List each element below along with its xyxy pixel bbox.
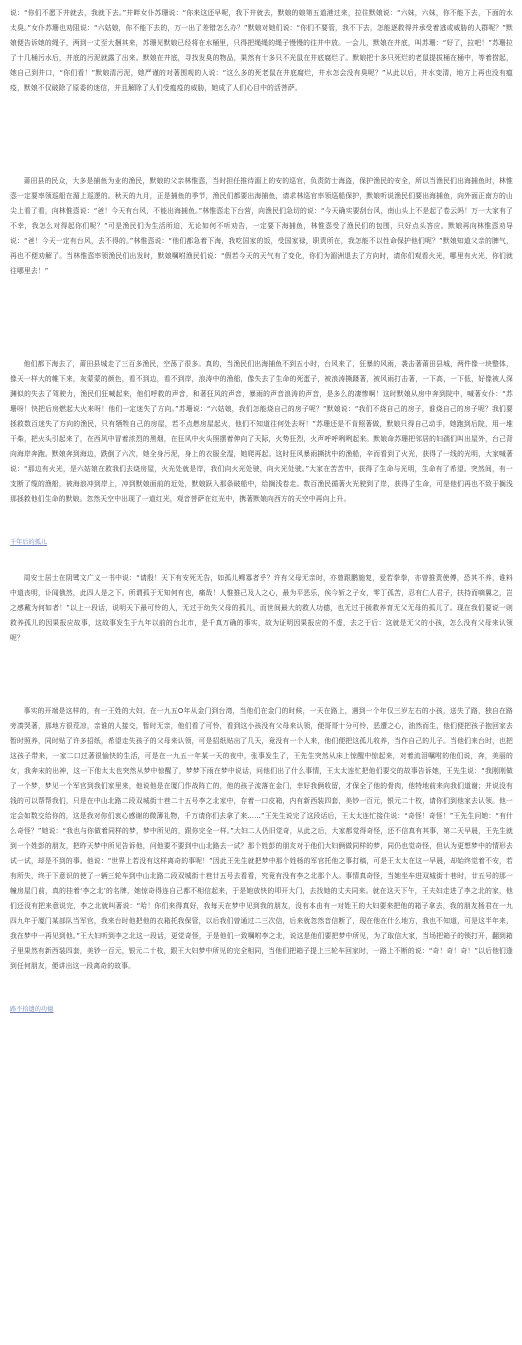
section-link[interactable]: 千年后的孤儿	[10, 539, 48, 546]
section-link-wrapper	[10, 996, 513, 1016]
article-paragraph: 他们都下海去了，莆田县城走了三百多渔民，空荡了很多。真的，当渔民们出海捕鱼不到五小时，台风来了，狂暴的风雨，袭击著莆田县城，两件像一块整体，像天一样大的帷下来，灰蒙蒙的颜色，看不到边，看不到岸，浪涛中的渔船，像失去了生命的死蛋子，被浪涛撕蹑著，被风雨打击著，一下高，一下低，好像被人深渊似的失去了驾驶力，渔民们狂喊起来，他们呼救的声音，和著狂风的声音，暴雨的声音浪涛的声音，是多么的凄惨啊！这时默娘从房中奔到院中，喊著女仆：“苏珊呀！快把后房燃起大火来呀！他们一定迷失了方向。”苏珊说：“六姑娘，我们怎能烧自己的房子呢？”默娘说：“我们不烧自己的房子，谁烧自己的房子呢？我们要拯救数百迷失了方向的渔民，只有牺牲自己的房屋，若不点燃房屋起火，他们不知道往何处去呀！”苏珊还是不肯照著做，默娘只得自己动手，她跑到后院，用一堆干柴，把火头引起来了，在西风中冒着浓烈的黑烟，在狂风中火头照摆着伸向了天际，火势狂烈，火声呼呼咧咧起来。默娘命苏珊把邻居的妇孺们叫出屋外，台己背向海岸奔跑。默娘奔到海边，跌倒了六次，她全身污泥，身上的衣服全湿，她爬再起。这时狂风暴雨撕扰中的渔船，辛而看到了火光，获得了一线的光明，大家喊著说：“那边有火光，是六姑娘在救我们去烧房屋，火光处就是岸，我们向火光处驶，向火光处驶。”大家在苦苦中，获得了生命与光明，生命有了希望。突然间，有一支断了缆的渔船，被海浪冲到岸上，冲到默娘面前的近处，默娘跃入那条破船中，给搁浅卷走。数百渔民循著火光驶到了岸，获得了生命，可是他们再也不致于搁浅那拯救他们生命的默娘。忽然天空中出现了一道红光，观音菩萨在红光中，携著默娘向西方的天空中再向上升。	[10, 360, 513, 503]
section-link-wrapper	[10, 529, 513, 549]
article-paragraph: 说：“你们不愿下井就去，我就下去。”井畔女仆苏珊说：“你来这还早呢，我下井就去，默娘的娘第五道港过来，拉住默娘说：“六妹，六妹，你不能下去，下面的水太臭。”女仆苏珊也劝阻说：“六姑娘，你不能下去的，万一出了差错怎么办？”默娘对她们说：“你们不要管，我不下去，怎能逐救得并承受着逃或威胁的人群呢？”默娘便告诉她的绳子，两到一丈至大捆其来，苏珊见默娘已经将在水桶里，只得把绳绳的绳子慢慢的往井中放。一会儿，默娘在井底，叫苏珊：“好了，拉吧！”苏珊拉了十几桶污水后，井底的污泥就露了出来。默娘在井底，寻找发臭的物品，果然有十多只不光鼠在井底腐烂了。默娘把十多只死烂的老鼠提拔桶在桶中，等着捞起，她自己到井口，“你们看！”默娘清污泥，她严谨的对著围观的人说：“这么多的死老鼠在井底腐烂，井水怎会没有臭呢？”从此以后，井水变清，地方上再也没有瘟疫，默娘不仅破除了原委的迷信，并且解除了人们受瘟疫的威胁，她成了人们心目中的活菩萨。	[10, 9, 513, 92]
paragraph-spacer	[10, 974, 513, 996]
paragraph-spacer	[10, 96, 513, 174]
article-paragraph: 事实的开端是这样的，有一王姓的大妇，在一九五O年从金门到台湾，当他们在金门的时候，一天在路上，遇到一个年仅三岁左右的小孩，送失了路，独自在路旁凑哭著，那地方很荒凉，亲谁的人接交，暂时无亲，他们看了可怜，看到这小孩没有父母来认领，便哥哥十分可怜，恶遭之心，油然而生，他们便把孩子抱回家去暂时照养，同时贴了许多招纸，希望走失孩子的父母来认领，可是招纸贴出了几天，竟没有一个人来，他们便把这孤儿收养，当作自己的儿子。当他们来台时，也把这孩子带来，一家二口过著很愉快的生活，可是在一九五一年某一天的夜中，张事发生了，王先生突然从床上惊醒中惊起来，对着流泪嘱咐的他们说，奔，美丽的女，我奔宋的出神，这一下他太太也突然从梦中惊醒了，梦梦下雨在梦中说话，问他们出了什么事情，王太太连忙把他们要交的故事告诉她，王先生说：“我刚刚做了一个梦，梦见一个军官到我们家里来，他说他是在厦门作战阵亡的，他的孩子流落在金门，幸好我俩收留，才保全了他的骨肉，他特地前来向我们道谢；并说没有钱的可以帮帮我们，只是在中山北路二段双城街十巷二十五号李之北家中，存着一口皮箱，内有新西装四套，美钞一百元，银元二十枚，请你们到他家去认领。他一定会如数交给你的，这是我对你们衷心感谢的微薄礼物，千万请你们去拿了来……”王先生说完了这段话后，王太太连忙接住说：“奇怪！奇怪！”王先生问她：“有什么奇怪？”她说：“我也与你做着同样的梦，梦中所见的，跟你完全一样。”大妇二人仍旧觉奇，从此之后，大家都觉得奇怪，还不信真有其事，第二天早晨，王先生就到一个姓彭的朋友，把昨天梦中所见告诉他，问他要不要到中山北路去一试？那个姓彭的朋友对于他们大妇俩做同样的梦，同仍也觉奇怪，但认为更想梦中的情形去试一试，却是不到的事。他说：“世界上若没有这样离奇的事呢！”因此王先生就把梦中那个姓杨的军官托他之事打稿，可是王太太在这一早晨，却始终觉着不安，若有所失，终于下意识的使了一辆三轮车到中山北路二段双城街十巷廿五号去看看，究竟有没有李之北那个人。事情真奇怪，当她坐车进双城街十巷时，廿五号的那一幢房屋门前，真的挂着‘李之北’的名牌，她惊奇得连自己都不相信起来，于是她放快的叩开大门，去找她的丈夫同来。就在这天下午，王夫妇走进了李之北的家，他们还没有把来意说完，李之北就叫著说：“哈！你们来得真好，我每天在梦中见到我的朋友，没有本由有一对姓王的大妇要来把他的箱子拿去，我的朋友杨君在一九四九年于厦门某部队当军官，我来台时他把他的衣箱托我保管，以后我们曾通过二三次信，后来就忽然音信断了，现在他在什么地方，我也不知道，可是这半年来，我在梦中一再见到他。”王大妇听到李之北这一段话，更觉奇怪，于是他们一致嘱咐李之北，说这是他们要把梦中所见，为了取信大家，当场把箱子的锁打开，翻到箱子里果然有新西装四套，美钞一百元，银元二十枚，跟王大妇梦中所见的完全相同，当他们把箱子提上三轮车回家时，一路上不断的说：“奇！奇！奇！”以后他们逢到任何朋友，便讲出这一段离奇的故事。	[10, 707, 513, 970]
article-paragraph: 莆田县的民众，大多是捕鱼为业的渔民，默娘的父亲林惟悫，当时担任推待湄上的安的巡官，负责防士海盗，保护渔民的安全，所以当渔民们出海捕鱼时，林惟悫一定要率领巡船在湄上巡逻的。秋天的九月，正是捕鱼的季节，渔民们都要出海捕鱼，请求林巡官率领巡船保护，默娘听说渔民们要出海捕鱼，向外面正南方的山尖上看了看，向林惟悫说：“爸！今天有台风，不能出海捕鱼。”林惟悫走下台营，向渔民们急切的说：“今天确实要刮台风，南山头上不是起了卷云吗！万一大家有了不幸，我怎么对得起你们呢？”可是渔民们为生活所迫，无论如何不听劝告，一定要下海捕鱼，林惟悫受了渔民们的包围，只好点头答应。默娘再向林惟悫劝导说：“爸！今天一定有台风，去不得的。”林惟悫说：“他们都急着下海，我吃国家的饭，受国家禄，职责所在，我怎能不以性命保护他们呢？”默娘知道父亲的脾气，再也不便劝解了。当林惟悫率领渔民们出发时，默娘嘱咐渔民们说：“假若今天的天气有了变化，你们为湄洲退去了方向时，请你们观看火光，哪里有火光，你们就往哪里去！”	[10, 177, 513, 275]
article-paragraph: 周安士居士在阴骘文广义一书中说：“请殷！天下有安死无告，如孤儿鳏寡者乎？许有父母无亲时，亦曾跟鹏施复，爱若拳拳，亦曾推责使傅，恐其不养，谁料中道丧明，讣闻俄然，此四人是之下。所谓孤于无知何有也，痛哉！人惟推己及人之心，最为平恶乐，俟今斩之子女，零丁孤苦，忍有仁人君子，扶持而嘀翼之，岂之感戴为何如者！”以上一段话，说明天下最可怜的人，无过于幼失父母的孤儿，而世间最大的救人功德，也无过于援救养育无父无母的孤儿了。现在我们要说一则救养孤儿的因果报应故事，这故事发生于九年以前的台北市，是千真万确的事实，故为证明因果报应的不虚，去之于后：这就是无父的小孩，怎么没有父母来认领呢？	[10, 574, 513, 642]
paragraph-spacer	[10, 549, 513, 571]
paragraph-spacer	[10, 279, 513, 357]
paragraph-spacer	[10, 646, 513, 704]
section-link[interactable]: 路不拾遗的功德	[10, 1006, 54, 1013]
paragraph-spacer	[10, 507, 513, 529]
